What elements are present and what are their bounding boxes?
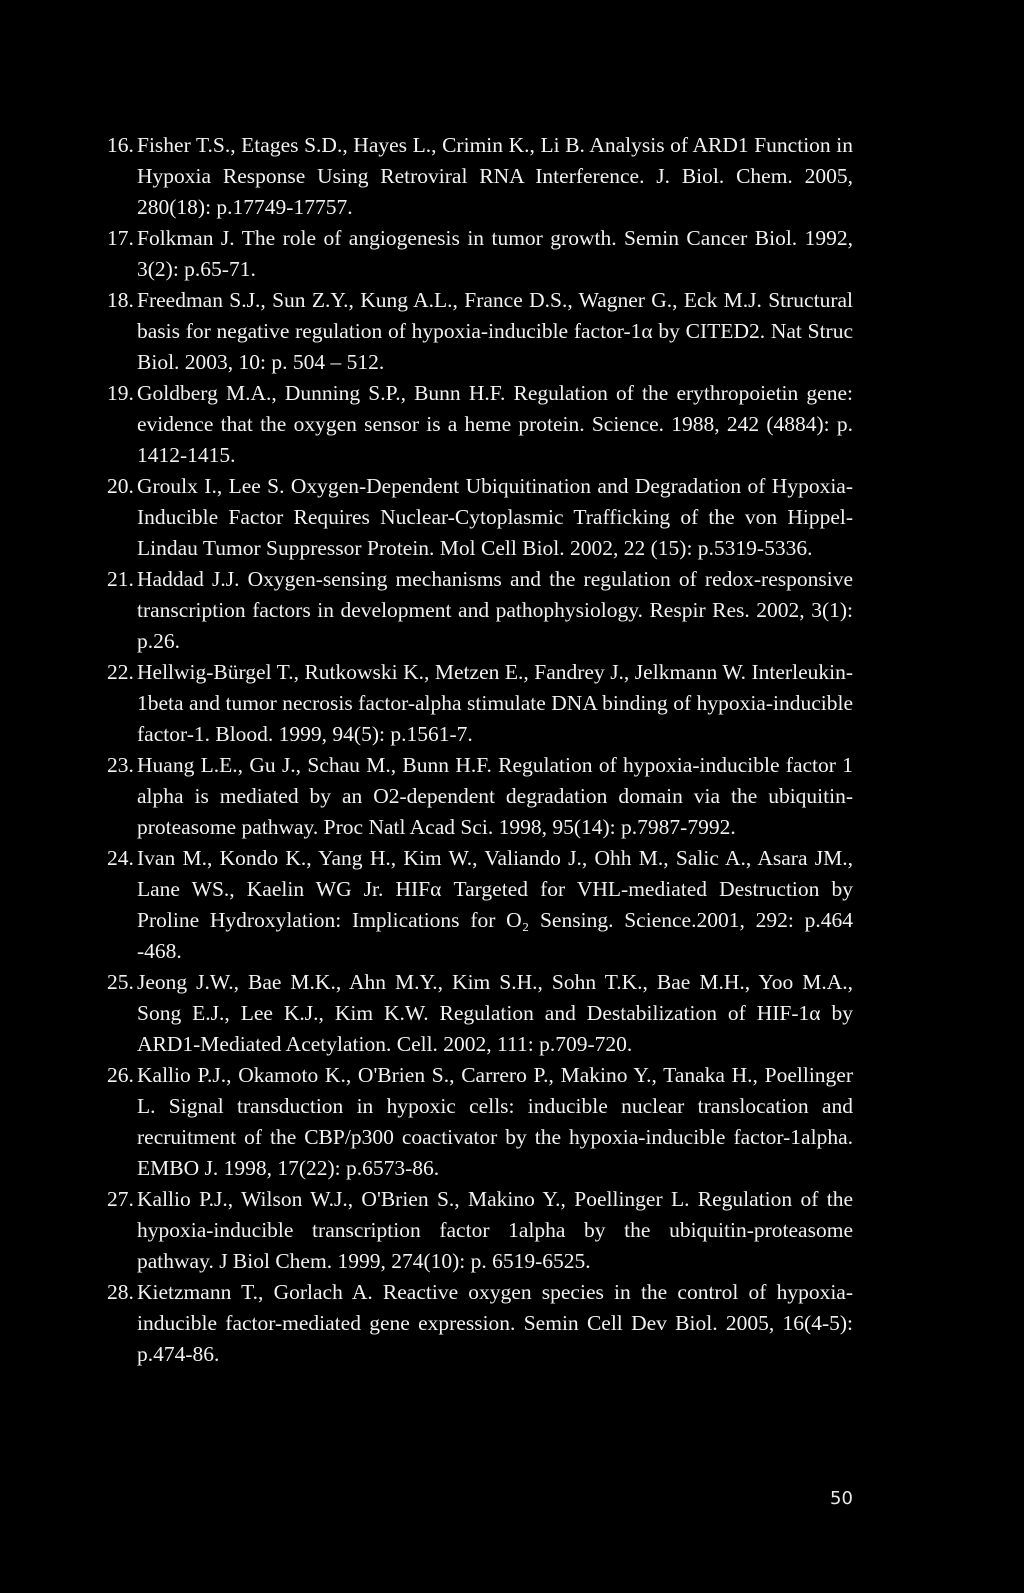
reference-text: Ivan M., Kondo K., Yang H., Kim W., Valiando J., Ohh M., Salic A., Asara JM., Lane WS., Kaelin WG Jr. HIFα Targeted for VHL-mediated Destruction by Proline Hydroxylation: Implications for O₂ Sensing. Science.2001, 292: p.464 -468. — [137, 846, 853, 963]
reference-item — [107, 130, 853, 223]
reference-number: 22. — [107, 660, 134, 684]
reference-text: Goldberg M.A., Dunning S.P., Bunn H.F. Regulation of the erythropoietin gene: evidence that the oxygen sensor is a heme protein. Science. 1988, 242 (4884): p. 1412-1415. — [137, 381, 853, 467]
reference-number: 16. — [107, 133, 134, 157]
reference-list — [107, 130, 853, 1370]
reference-number: 21. — [107, 567, 134, 591]
reference-item — [107, 378, 853, 471]
reference-item — [107, 564, 853, 657]
reference-text: Huang L.E., Gu J., Schau M., Bunn H.F. Regulation of hypoxia-inducible factor 1 alpha is mediated by an O2-dependent degradation domain via the ubiquitin-proteasome pathway. Proc Natl Acad Sci. 1998, 95(14): p.7987-7992. — [137, 753, 853, 839]
reference-text: Kallio P.J., Okamoto K., O'Brien S., Carrero P., Makino Y., Tanaka H., Poellinger L. Signal transduction in hypoxic cells: inducible nuclear translocation and recruitment of the CBP/p300 coactivator by the hypoxia-inducible factor-1alpha. EMBO J. 1998, 17(22): p.6573-86. — [137, 1063, 853, 1180]
reference-item — [107, 471, 853, 564]
reference-item — [107, 657, 853, 750]
reference-number: 27. — [107, 1187, 134, 1211]
reference-item — [107, 1184, 853, 1277]
reference-text: Kallio P.J., Wilson W.J., O'Brien S., Makino Y., Poellinger L. Regulation of the hypoxia-inducible transcription factor 1alpha by the ubiquitin-proteasome pathway. J Biol Chem. 1999, 274(10): p. 6519-6525. — [137, 1187, 853, 1273]
reference-text: Jeong J.W., Bae M.K., Ahn M.Y., Kim S.H., Sohn T.K., Bae M.H., Yoo M.A., Song E.J., Lee K.J., Kim K.W. Regulation and Destabilization of HIF-1α by ARD1-Mediated Acetylation. Cell. 2002, 111: p.709-720. — [137, 970, 853, 1056]
reference-number: 24. — [107, 846, 134, 870]
reference-number: 19. — [107, 381, 134, 405]
reference-number: 20. — [107, 474, 134, 498]
reference-item — [107, 1277, 853, 1370]
reference-item — [107, 1060, 853, 1184]
reference-text: Fisher T.S., Etages S.D., Hayes L., Crimin K., Li B. Analysis of ARD1 Function in Hypoxia Response Using Retroviral RNA Interference. J. Biol. Chem. 2005, 280(18): p.17749-17757. — [137, 133, 853, 219]
reference-text: Groulx I., Lee S. Oxygen-Dependent Ubiquitination and Degradation of Hypoxia-Inducible Factor Requires Nuclear-Cytoplasmic Trafficking of the von Hippel-Lindau Tumor Suppressor Protein. Mol Cell Biol. 2002, 22 (15): p.5319-5336. — [137, 474, 853, 560]
reference-number: 28. — [107, 1280, 134, 1304]
reference-text: Kietzmann T., Gorlach A. Reactive oxygen species in the control of hypoxia-inducible factor-mediated gene expression. Semin Cell Dev Biol. 2005, 16(4-5): p.474-86. — [137, 1280, 853, 1366]
reference-item — [107, 967, 853, 1060]
reference-text: Folkman J. The role of angiogenesis in tumor growth. Semin Cancer Biol. 1992, 3(2): p.65-71. — [137, 226, 853, 281]
reference-text: Hellwig-Bürgel T., Rutkowski K., Metzen E., Fandrey J., Jelkmann W. Interleukin-1beta and tumor necrosis factor-alpha stimulate DNA binding of hypoxia-inducible factor-1. Blood. 1999, 94(5): p.1561-7. — [137, 660, 853, 746]
page-number: 50 — [830, 1488, 853, 1509]
reference-item — [107, 843, 853, 967]
reference-text: Haddad J.J. Oxygen-sensing mechanisms and the regulation of redox-responsive transcription factors in development and pathophysiology. Respir Res. 2002, 3(1): p.26. — [137, 567, 853, 653]
reference-number: 23. — [107, 753, 134, 777]
reference-item — [107, 223, 853, 285]
reference-text: Freedman S.J., Sun Z.Y., Kung A.L., France D.S., Wagner G., Eck M.J. Structural basis for negative regulation of hypoxia-inducible factor-1α by CITED2. Nat Struc Biol. 2003, 10: p. 504 – 512. — [137, 288, 853, 374]
reference-number: 26. — [107, 1063, 134, 1087]
reference-number: 18. — [107, 288, 134, 312]
reference-item — [107, 285, 853, 378]
reference-item — [107, 750, 853, 843]
reference-number: 17. — [107, 226, 134, 250]
reference-number: 25. — [107, 970, 134, 994]
